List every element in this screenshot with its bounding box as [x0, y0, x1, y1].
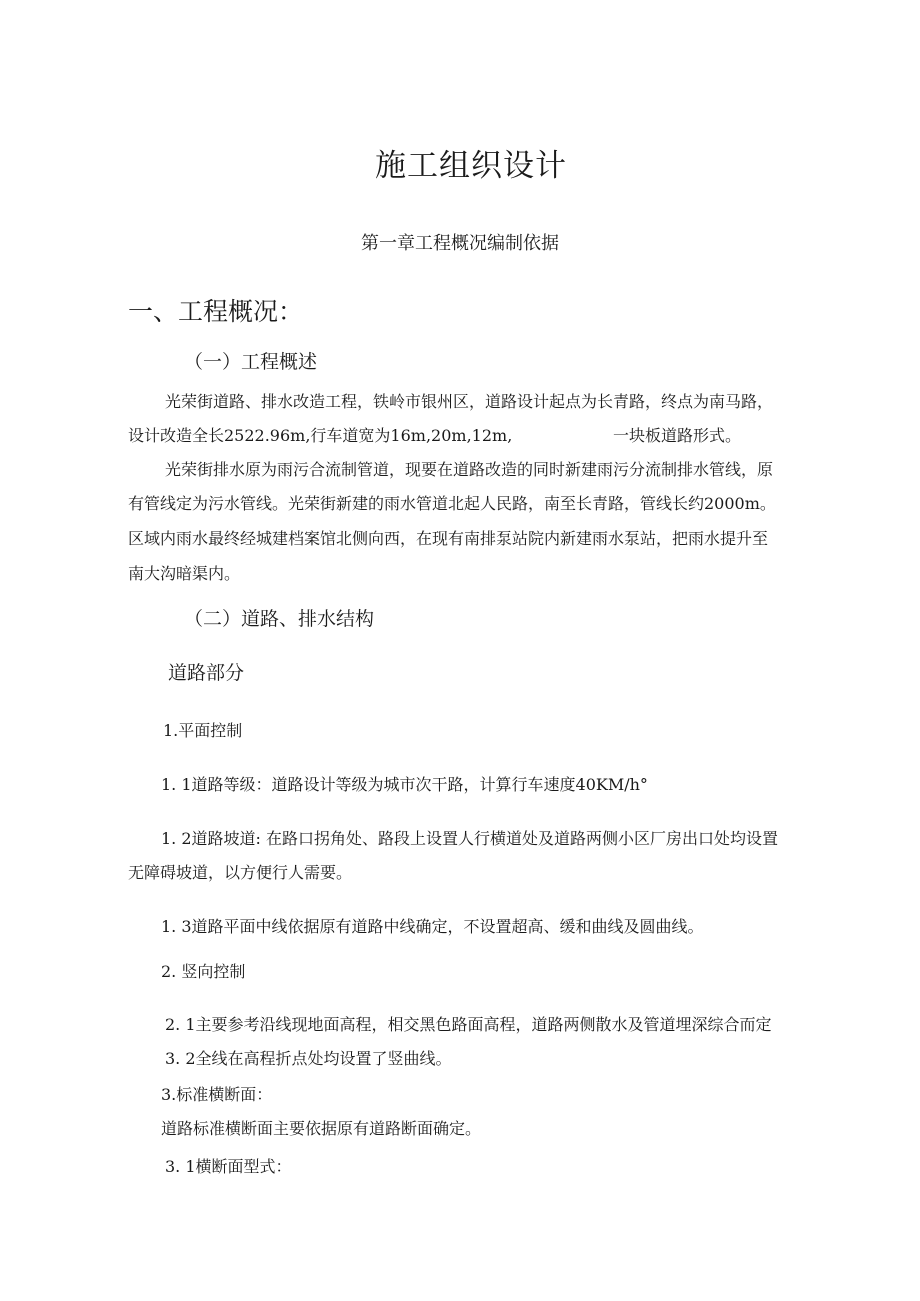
item-3-2: 3. 2全线在高程折点处均设置了竖曲线。 [165, 1049, 452, 1068]
paragraph-2-line-2: 有管线定为污水管线。光荣街新建的雨水管道北起人民路，南至长青路，管线长约2000m。 [128, 494, 776, 513]
paragraph-2-line-1: 光荣街排水原为雨污合流制管道，现要在道路改造的同时新建雨污分流制排水管线，原 [165, 460, 774, 479]
item-3-1: 3. 1横断面型式： [165, 1157, 292, 1176]
item-1-3: 1. 3道路平面中线依据原有道路中线确定，不设置超高、缓和曲线及圆曲线。 [161, 917, 704, 936]
item-3-text: 道路标准横断面主要依据原有道路断面确定。 [161, 1119, 482, 1138]
item-2-heading: 2. 竖向控制 [161, 962, 246, 981]
subsection-heading-structure: （二）道路、排水结构 [184, 608, 375, 630]
road-part-heading: 道路部分 [168, 662, 245, 684]
subsection-heading-summary: （一）工程概述 [184, 351, 318, 373]
paragraph-1-line-2b: 一块板道路形式。 [613, 426, 742, 445]
paragraph-1-line-2a: 设计改造全长2522.96m,行车道宽为16m,20m,12m, [128, 426, 513, 445]
paragraph-1-line-1: 光荣街道路、排水改造工程，铁岭市银州区，道路设计起点为长青路，终点为南马路， [165, 392, 774, 411]
chapter-heading: 第一章工程概况编制依据 [361, 233, 559, 254]
item-2-1: 2. 1主要参考沿线现地面高程，相交黑色路面高程，道路两侧散水及管道埋深综合而定 [165, 1015, 772, 1034]
document-title: 施工组织设计 [375, 148, 567, 184]
item-1-2-line-1: 1. 2道路坡道: 在路口拐角处、路段上设置人行横道处及道路两侧小区厂房出口处均设置 [161, 829, 779, 848]
paragraph-2-line-4: 南大沟暗渠内。 [128, 564, 241, 583]
item-1-heading: 1.平面控制 [163, 721, 243, 740]
item-1-1: 1. 1道路等级：道路设计等级为城市次干路，计算行车速度40KM∕h° [161, 775, 648, 794]
paragraph-2-line-3: 区域内雨水最终经城建档案馆北侧向西，在现有南排泵站院内新建雨水泵站，把雨水提升至 [128, 529, 769, 548]
item-3-heading: 3.标准横断面： [161, 1085, 273, 1104]
item-1-2-line-2: 无障碍坡道，以方便行人需要。 [128, 863, 353, 882]
section-heading-overview: 一、工程概况： [128, 297, 304, 326]
